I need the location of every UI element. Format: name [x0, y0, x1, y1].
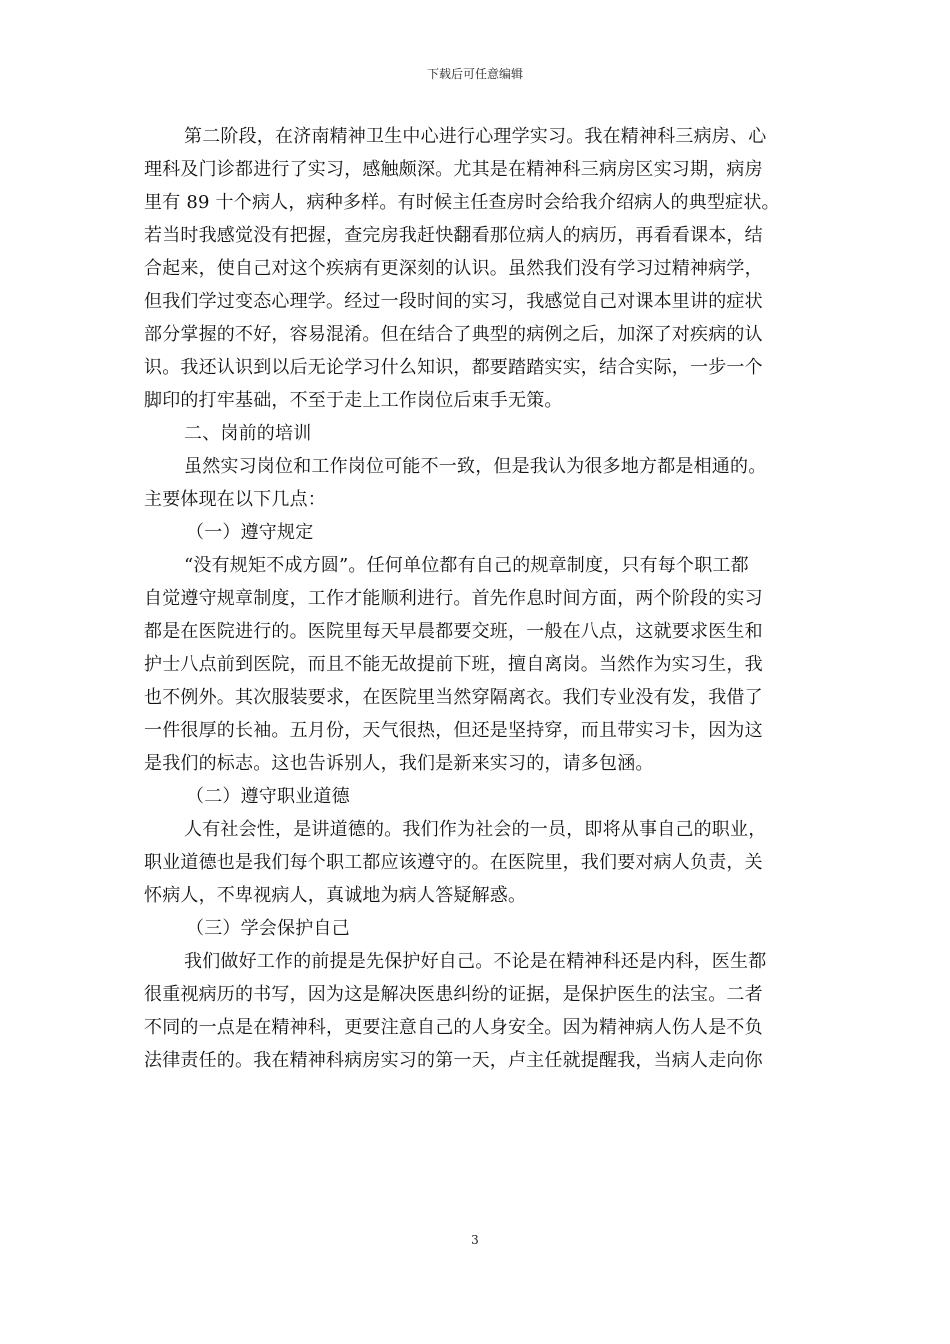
paragraph-line: “没有规矩不成方圆”。任何单位都有自己的规章制度，只有每个职工都 [184, 555, 749, 576]
section-heading: 二、岗前的培训 [184, 423, 312, 444]
subsection-heading: （三）学会保护自己 [186, 918, 350, 939]
paragraph-line: 也不例外。其次服装要求，在医院里当然穿隔离衣。我们专业没有发，我借了 [144, 687, 763, 708]
document-body [144, 120, 808, 1077]
paragraph-line: 合起来，使自己对这个疾病有更深刻的认识。虽然我们没有学习过精神病学， [144, 258, 763, 279]
page-number: 3 [471, 1233, 479, 1247]
paragraph-line: 护士八点前到医院，而且不能无故提前下班，擅自离岗。当然作为实习生，我 [144, 654, 763, 675]
paragraph-line: 理科及门诊都进行了实习，感触颇深。尤其是在精神科三病房区实习期，病房 [144, 159, 763, 180]
paragraph-line: 人有社会性，是讲道德的。我们作为社会的一员，即将从事自己的职业， [184, 819, 767, 840]
paragraph-line: 主要体现在以下几点： [144, 489, 326, 510]
paragraph-line: 第二阶段，在济南精神卫生中心进行心理学实习。我在精神科三病房、心 [184, 126, 767, 147]
paragraph-line: 但我们学过变态心理学。经过一段时间的实习，我感觉自己对课本里讲的症状 [144, 291, 763, 312]
paragraph-line: 职业道德也是我们每个职工都应该遵守的。在医院里，我们要对病人负责，关 [144, 852, 763, 873]
paragraph-line: 怀病人，不卑视病人，真诚地为病人答疑解惑。 [144, 885, 527, 906]
page-header: 下载后可任意编辑 [426, 67, 523, 81]
paragraph-line: 一件很厚的长袖。五月份，天气很热，但还是坚持穿，而且带实习卡，因为这 [144, 720, 763, 741]
paragraph-line: 是我们的标志。这也告诉别人，我们是新来实习的，请多包涵。 [144, 753, 654, 774]
paragraph-line: 里有 89 十个病人，病种多样。有时候主任查房时会给我介绍病人的典型症状。 [144, 192, 780, 213]
paragraph-line: 识。我还认识到以后无论学习什么知识，都要踏踏实实，结合实际，一步一个 [144, 357, 763, 378]
paragraph-line: 虽然实习岗位和工作岗位可能不一致，但是我认为很多地方都是相通的。 [184, 456, 767, 477]
paragraph-line: 我们做好工作的前提是先保护好自己。不论是在精神科还是内科，医生都 [184, 951, 767, 972]
paragraph-line: 自觉遵守规章制度，工作才能顺利进行。首先作息时间方面，两个阶段的实习 [144, 588, 763, 609]
paragraph-line: 都是在医院进行的。医院里每天早晨都要交班，一般在八点，这就要求医生和 [144, 621, 763, 642]
paragraph-line: 脚印的打牢基础，不至于走上工作岗位后束手无策。 [144, 390, 563, 411]
subsection-heading: （一）遵守规定 [186, 522, 314, 543]
paragraph-line: 部分掌握的不好，容易混淆。但在结合了典型的病例之后，加深了对疾病的认 [144, 324, 763, 345]
paragraph-line: 若当时我感觉没有把握，查完房我赶快翻看那位病人的病历，再看看课本，结 [144, 225, 763, 246]
subsection-heading: （二）遵守职业道德 [186, 786, 350, 807]
paragraph-line: 很重视病历的书写，因为这是解决医患纠纷的证据，是保护医生的法宝。二者 [144, 984, 763, 1005]
paragraph-line: 法律责任的。我在精神科病房实习的第一天，卢主任就提醒我，当病人走向你 [144, 1050, 763, 1071]
paragraph-line: 不同的一点是在精神科，更要注意自己的人身安全。因为精神病人伤人是不负 [144, 1017, 763, 1038]
